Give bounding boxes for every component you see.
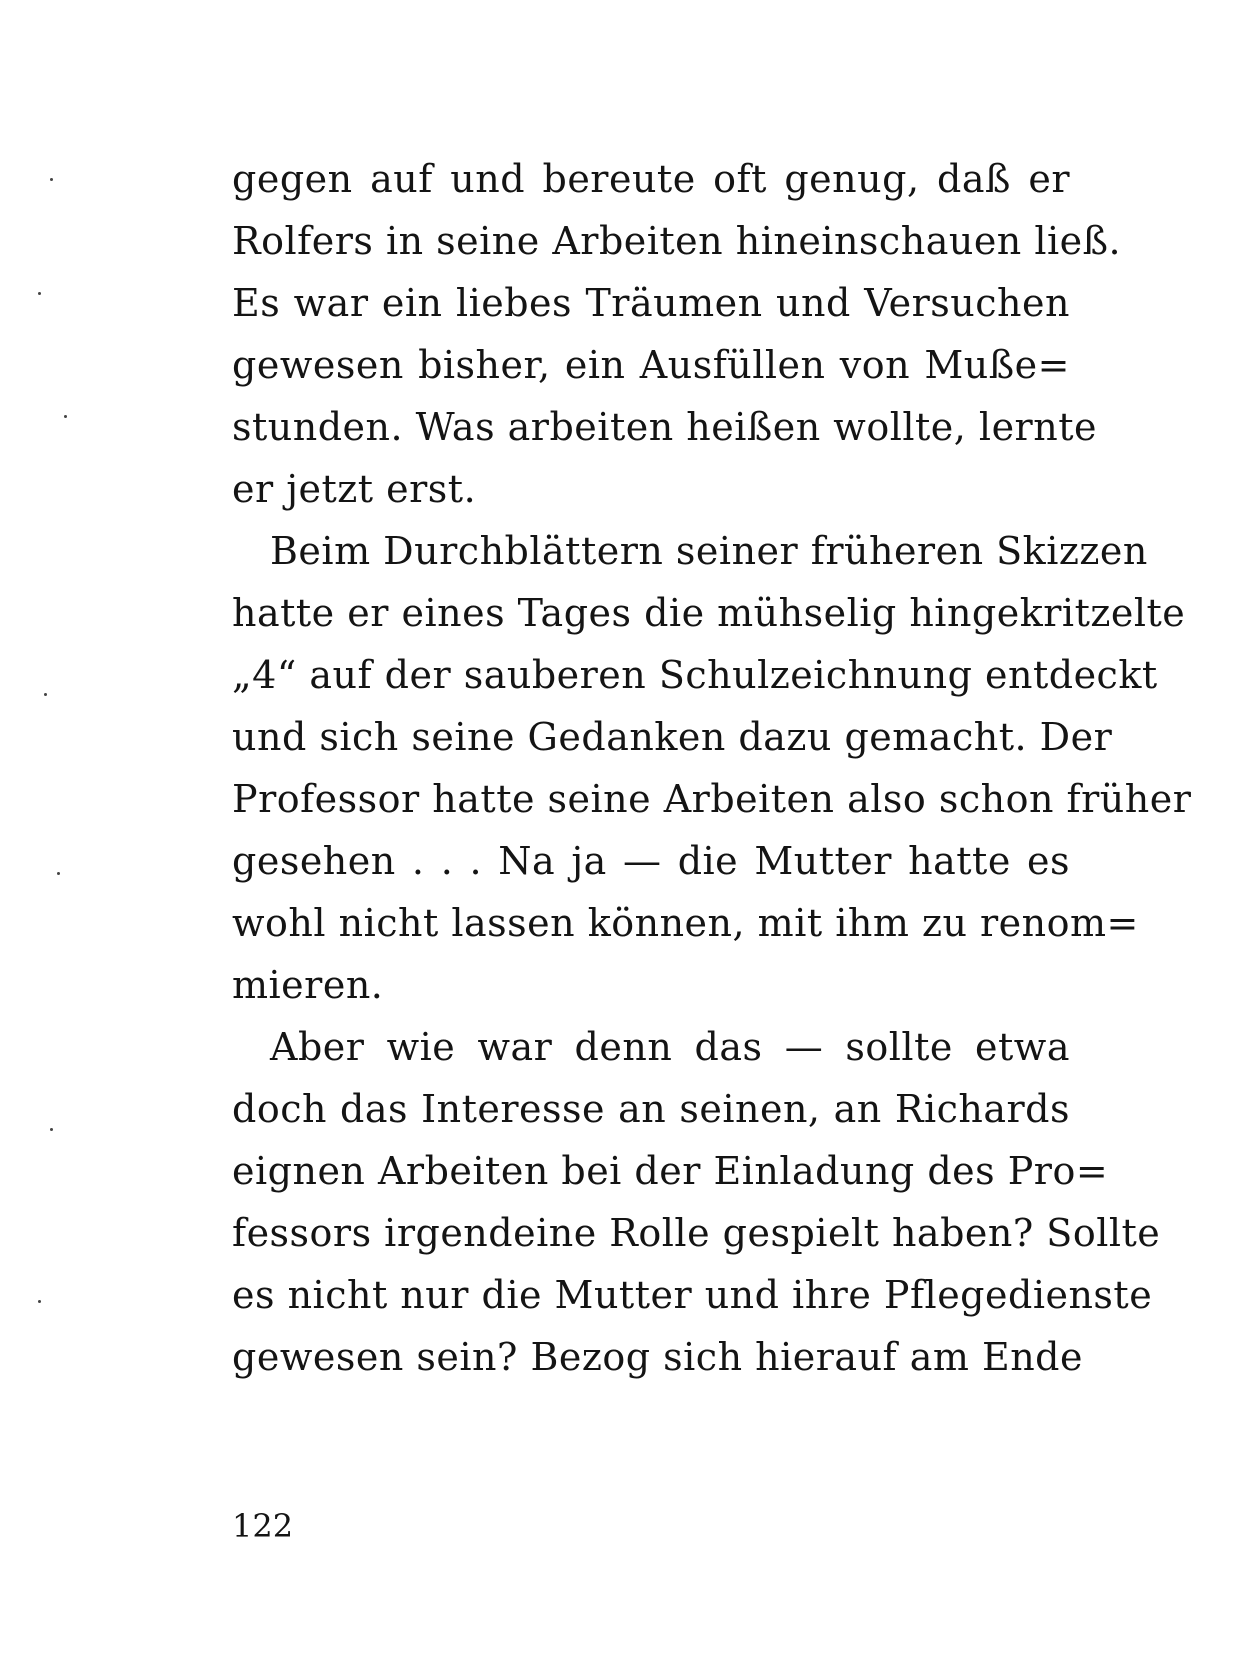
text-line: Rolfers in seine Arbeiten hineinschauen ließ. xyxy=(232,219,1122,263)
scan-speck xyxy=(57,872,60,875)
scan-speck xyxy=(38,1300,41,1303)
scan-speck xyxy=(44,693,47,696)
text-line: hatte er eines Tages die mühselig hingekritzelte xyxy=(232,591,1186,635)
text-line: eignen Arbeiten bei der Einladung des Pro= xyxy=(232,1149,1109,1193)
text-line: gegen auf und bereute oft genug, daß er xyxy=(232,157,1070,201)
text-line: gewesen sein? Bezog sich hierauf am Ende xyxy=(232,1335,1083,1379)
scan-speck xyxy=(64,415,67,418)
text-line: doch das Interesse an seinen, an Richards xyxy=(232,1087,1070,1131)
text-line: er jetzt erst. xyxy=(232,467,477,511)
scan-speck xyxy=(38,292,41,295)
text-line: Beim Durchblättern seiner früheren Skizzen xyxy=(270,529,1148,573)
text-line: es nicht nur die Mutter und ihre Pflegedienste xyxy=(232,1273,1153,1317)
text-line: Es war ein liebes Träumen und Versuchen xyxy=(232,281,1070,325)
text-line: mieren. xyxy=(232,963,384,1007)
text-line: wohl nicht lassen können, mit ihm zu renom= xyxy=(232,901,1139,945)
text-line: gewesen bisher, ein Ausfüllen von Muße= xyxy=(232,343,1070,387)
text-line: stunden. Was arbeiten heißen wollte, lernte xyxy=(232,405,1097,449)
text-line: Professor hatte seine Arbeiten also schon früher xyxy=(232,777,1192,821)
text-line: und sich seine Gedanken dazu gemacht. Der xyxy=(232,715,1113,759)
text-line: Aber wie war denn das — sollte etwa xyxy=(270,1025,1070,1069)
scan-speck xyxy=(50,1128,53,1131)
text-line: „4“ auf der sauberen Schulzeichnung entdeckt xyxy=(232,653,1158,697)
scan-speck xyxy=(50,178,53,181)
text-line: gesehen . . . Na ja — die Mutter hatte es xyxy=(232,839,1070,883)
page-number: 122 xyxy=(232,1507,294,1545)
text-line: fessors irgendeine Rolle gespielt haben? Sollte xyxy=(232,1211,1161,1255)
